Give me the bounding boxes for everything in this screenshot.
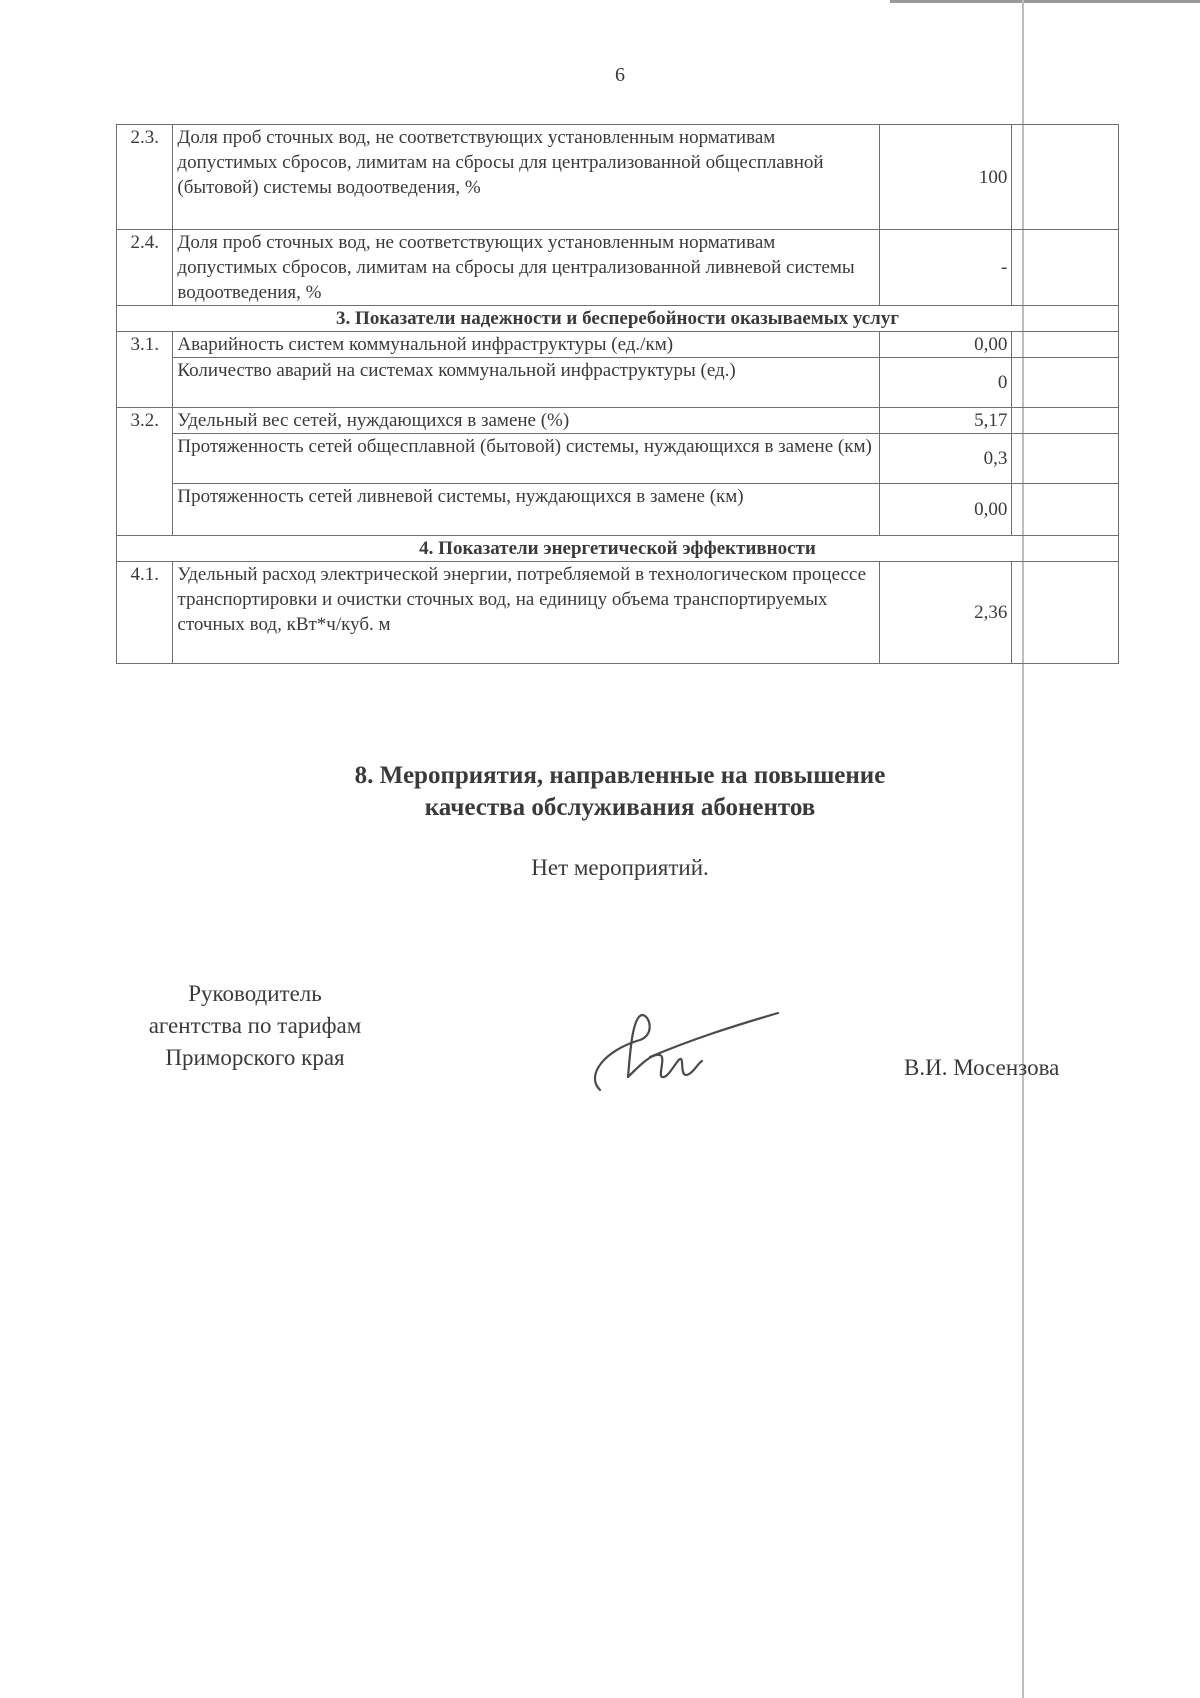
empty-cell (1012, 358, 1119, 408)
signer-position (110, 978, 400, 1074)
signer-position-line: агентства по тарифам (148, 1013, 362, 1038)
row-value: - (880, 230, 1012, 306)
indicators-table (116, 124, 1119, 664)
row-value: 0 (880, 358, 1012, 408)
section-row (117, 536, 1119, 562)
table-row (117, 125, 1119, 230)
table-subrow (117, 484, 1119, 536)
row-number: 3.2. (117, 408, 173, 536)
table-subrow (117, 434, 1119, 484)
row-value: 2,36 (880, 562, 1012, 664)
section-row (117, 306, 1119, 332)
subrow-text: Протяженность сетей общесплавной (бытовой) системы, нуждающихся в замене (км) (173, 434, 880, 484)
section-heading: 3. Показатели надежности и бесперебойности оказываемых услуг (117, 306, 1119, 332)
row-number: 2.4. (117, 230, 173, 306)
row-text: Доля проб сточных вод, не соответствующих установленным нормативам допустимых сбросов, лимитам на сбросы для централизованной ливневой системы водоотведения, % (173, 230, 880, 306)
subrow-text: Количество аварий на системах коммунальной инфраструктуры (ед.) (173, 358, 880, 408)
scan-top-edge (890, 0, 1200, 3)
row-text: Доля проб сточных вод, не соответствующих установленным нормативам допустимых сбросов, лимитам на сбросы для централизованной общесплавной (бытовой) системы водоотведения, % (173, 125, 880, 230)
handwritten-signature (580, 995, 780, 1100)
table-subrow (117, 358, 1119, 408)
signer-name: В.И. Мосензова (904, 1055, 1060, 1080)
empty-cell (1012, 230, 1119, 306)
table-row (117, 408, 1119, 434)
section8-heading: 8. Мероприятия, направленные на повышение качества обслуживания абонентов (354, 762, 886, 821)
row-value: 0,00 (880, 332, 1012, 358)
empty-cell (1012, 408, 1119, 434)
row-text: Удельный расход электрической энергии, потребляемой в технологическом процессе транспортировки и очистки сточных вод, на единицу объема транспортируемых сточных вод, кВт*ч/куб. м (173, 562, 880, 664)
row-value: 5,17 (880, 408, 1012, 434)
table-row (117, 230, 1119, 306)
empty-cell (1012, 125, 1119, 230)
row-value: 0,3 (880, 434, 1012, 484)
empty-cell (1012, 434, 1119, 484)
row-number: 2.3. (117, 125, 173, 230)
row-number: 3.1. (117, 332, 173, 408)
signer-position-line: Приморского края (165, 1045, 345, 1070)
table-row (117, 332, 1119, 358)
empty-cell (1012, 484, 1119, 536)
row-text: Удельный вес сетей, нуждающихся в замене (%) (173, 408, 880, 434)
section-heading: 4. Показатели энергетической эффективности (117, 536, 1119, 562)
row-number: 4.1. (117, 562, 173, 664)
row-value: 100 (880, 125, 1012, 230)
table-row (117, 562, 1119, 664)
empty-cell (1012, 562, 1119, 664)
subrow-text: Протяженность сетей ливневой системы, нуждающихся в замене (км) (173, 484, 880, 536)
signer-position-line: Руководитель (188, 981, 322, 1006)
empty-cell (1012, 332, 1119, 358)
section8-note: Нет мероприятий. (531, 855, 709, 880)
page-number: 6 (615, 64, 625, 86)
row-value: 0,00 (880, 484, 1012, 536)
row-text: Аварийность систем коммунальной инфраструктуры (ед./км) (173, 332, 880, 358)
